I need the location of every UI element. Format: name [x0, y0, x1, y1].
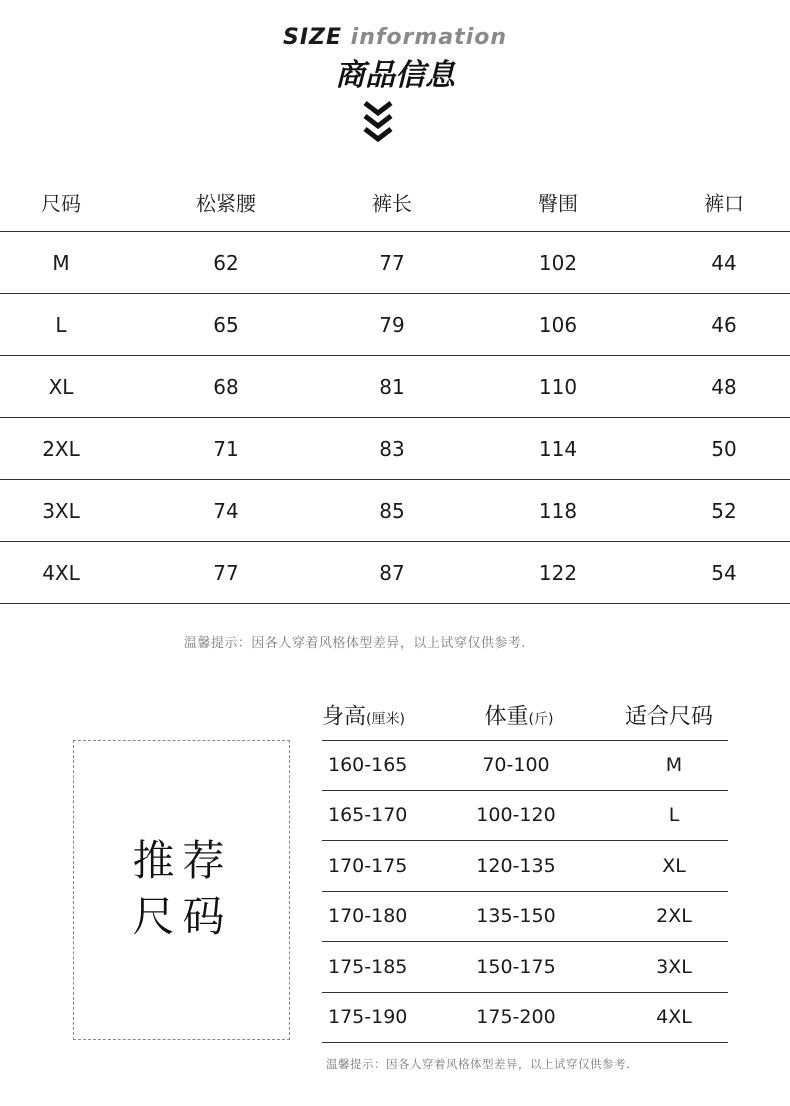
table-row — [322, 791, 728, 842]
title-english-size: SIZE — [282, 25, 342, 50]
header-hem: 裤口 — [704, 191, 744, 215]
table-row — [322, 892, 728, 943]
cell-length: 77 — [379, 250, 405, 275]
cell-fit-size: M — [665, 754, 683, 777]
cell-length: 83 — [379, 436, 405, 461]
cell-hip: 114 — [538, 436, 578, 461]
cell-hip: 110 — [538, 374, 578, 399]
tip-bottom: 温馨提示：因各人穿着风格体型差异，以上试穿仅供参考. — [326, 1057, 631, 1071]
cell-weight: 70-100 — [482, 754, 550, 777]
cell-height: 170-180 — [328, 905, 408, 928]
table-row — [322, 740, 728, 791]
header-height — [322, 700, 405, 731]
recommend-table — [322, 690, 728, 1043]
size-table — [0, 172, 790, 604]
recommend-label-line2: 尺码 — [132, 892, 233, 941]
cell-fit-size: XL — [662, 854, 686, 877]
recommend-label-line1: 推荐 — [132, 836, 233, 885]
header-weight-label: 体重 — [484, 704, 529, 730]
cell-waist: 77 — [213, 560, 239, 585]
recommend-box — [73, 740, 290, 1040]
cell-size: 2XL — [42, 436, 80, 461]
table-row — [0, 294, 790, 356]
title-english-information: information — [350, 25, 508, 50]
table-row — [0, 542, 790, 604]
cell-height: 165-170 — [328, 804, 408, 827]
cell-height: 170-175 — [328, 854, 408, 877]
table-row — [0, 480, 790, 542]
header-hip: 臀围 — [538, 191, 578, 215]
cell-weight: 175-200 — [476, 1006, 556, 1029]
cell-weight: 135-150 — [476, 905, 556, 928]
cell-size: 3XL — [42, 498, 80, 523]
header-fit-size-label: 适合尺码 — [624, 704, 713, 730]
cell-size: L — [55, 312, 67, 337]
table-row — [0, 232, 790, 294]
cell-size: 4XL — [42, 560, 80, 585]
cell-waist: 62 — [213, 250, 239, 275]
size-table-header — [0, 172, 790, 232]
table-row — [0, 356, 790, 418]
cell-weight: 100-120 — [476, 804, 556, 827]
header-height-unit: (厘米) — [366, 711, 405, 728]
cell-length: 81 — [379, 374, 405, 399]
recommend-label — [74, 833, 291, 945]
cell-hem: 50 — [711, 436, 737, 461]
header-waist: 松紧腰 — [196, 191, 256, 215]
table-row — [322, 841, 728, 892]
header-weight-unit: (斤) — [528, 711, 554, 728]
header-weight — [464, 700, 574, 731]
cell-hip: 122 — [538, 560, 578, 585]
header-length: 裤长 — [372, 191, 412, 215]
tip-top: 温馨提示：因各人穿着风格体型差异，以上试穿仅供参考. — [183, 636, 527, 651]
cell-fit-size: L — [668, 804, 680, 827]
cell-waist: 74 — [213, 498, 239, 523]
cell-length: 85 — [379, 498, 405, 523]
cell-weight: 150-175 — [476, 955, 556, 978]
cell-hem: 48 — [711, 374, 737, 399]
cell-hip: 102 — [538, 250, 578, 275]
cell-waist: 71 — [213, 436, 239, 461]
cell-fit-size: 3XL — [656, 955, 692, 978]
cell-length: 87 — [379, 560, 405, 585]
cell-hem: 52 — [711, 498, 737, 523]
cell-height: 175-185 — [328, 955, 408, 978]
header-height-label: 身高 — [322, 704, 367, 730]
table-row — [322, 942, 728, 993]
title-english — [0, 24, 790, 52]
cell-waist: 65 — [213, 312, 239, 337]
cell-waist: 68 — [213, 374, 239, 399]
table-row — [0, 418, 790, 480]
cell-size: XL — [48, 374, 74, 399]
title-chinese: 商品信息 — [335, 58, 455, 93]
cell-fit-size: 2XL — [656, 905, 692, 928]
cell-length: 79 — [379, 312, 405, 337]
cell-hip: 118 — [538, 498, 578, 523]
cell-height: 175-190 — [328, 1006, 408, 1029]
cell-size: M — [52, 250, 70, 275]
triple-chevron-down-icon — [362, 100, 394, 146]
recommend-table-header — [322, 690, 728, 740]
header-fit-size — [614, 700, 724, 731]
cell-height: 160-165 — [328, 754, 408, 777]
cell-hip: 106 — [538, 312, 578, 337]
table-row — [322, 993, 728, 1044]
cell-hem: 44 — [711, 250, 737, 275]
header-size: 尺码 — [41, 191, 81, 215]
cell-fit-size: 4XL — [656, 1006, 692, 1029]
cell-hem: 54 — [711, 560, 737, 585]
cell-hem: 46 — [711, 312, 737, 337]
cell-weight: 120-135 — [476, 854, 556, 877]
